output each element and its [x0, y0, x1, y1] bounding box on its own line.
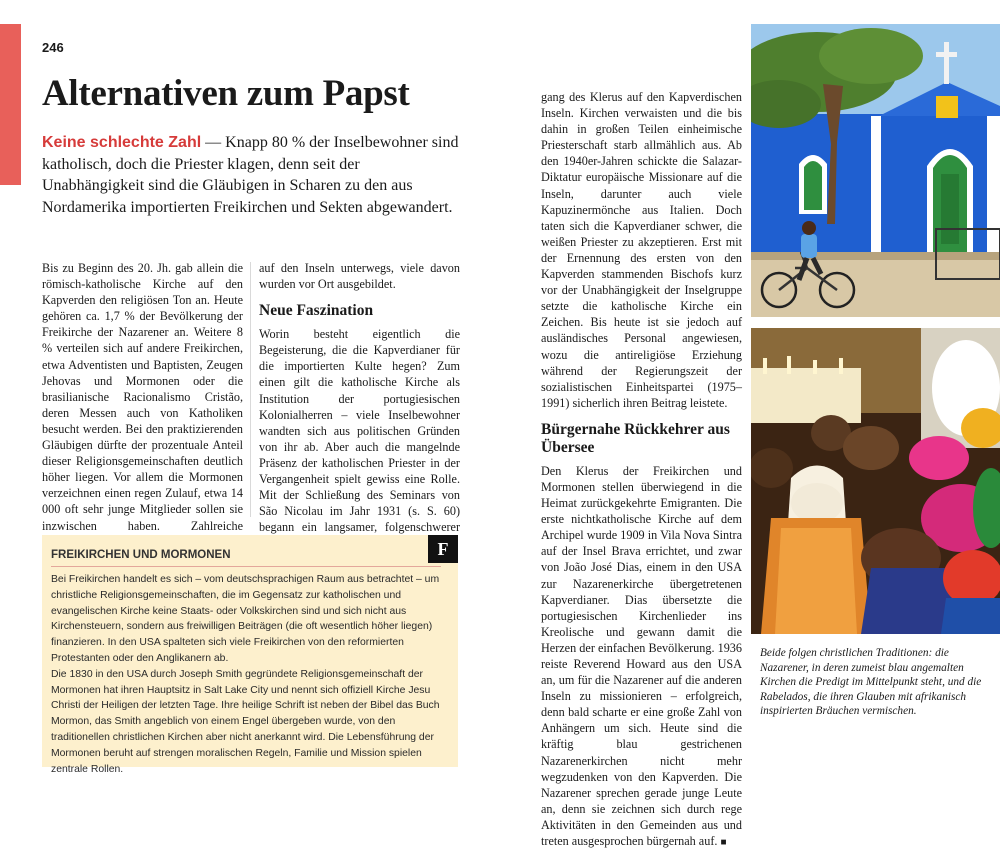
body-paragraph: Bis zu Beginn des 20. Jh. gab allein die römisch-katholische Kirche auf den Kapverden den religiösen Ton an. Heute gehören ca. 1,7 % der Bevölkerung der Freikirche der Nazarener an. Weitere 8 % verteilen sich auf andere Freikirchen, etwa Adventisten und Baptisten, Zeugen Jehovas und Mormonen oder die brasilianische Racionalismo Cristão, deren Messen auch von Katholiken besucht werden. Bei den praktizierenden Gläubigen dürfte der prozentuale Anteil dieser Religionsgemeinschaften deutlich höher liegen. Vor allem die Mormonen verzeichnen einen regen Zulauf, etwa 14 000 oft sehr junge Mitglieder sollen sie inzwischen haben. Zahlreiche [42, 261, 243, 533]
lead-text: — Knapp 80 % der Inselbewohner sind katholisch, doch die Priester klagen, denn seit der Unabhängigkeit sind die Gläubigen in Scharen zu den aus Nordamerika importierten Freikirchen und Sekten abgewandert. [42, 134, 459, 216]
column-2 [259, 260, 460, 552]
lead-highlight: Keine schlechte Zahl [42, 134, 202, 151]
end-of-article-icon: ■ [720, 837, 727, 849]
info-box [42, 535, 458, 775]
column-divider [250, 262, 251, 517]
section-heading-buergernahe-rueckkehrer: Bürgernahe Rückkehrer aus Übersee [541, 420, 730, 456]
info-box-title: FREIKIRCHEN UND MORMONEN [51, 549, 231, 561]
photo-blue-church [751, 24, 1000, 317]
body-paragraph: Worin besteht eigentlich die Begeisterung, die die Kapverdianer für die importierten Kulte hegen? Zum einen gilt die katholische Kirche als Institution der portugiesischen Kolonialherren – viele Inselbewohner wandten sich aus politischen Gründen von ihr ab. Aber auch die mangelnde Präsenz der katholischen Priester in der Vergangenheit spielt gewiss eine Rolle. Mit der Schließung des Seminars von São Nicolau im Jahr 1931 (s. S. 60) begann ein langsamer, folgenschwerer [259, 327, 460, 535]
column-3 [541, 89, 742, 851]
rabelados-illustration [751, 328, 1000, 634]
column-1 [42, 260, 243, 550]
photo-caption: Beide folgen christlichen Traditionen: die Nazarener, in deren zumeist blau angemalten Kirchen die Predigt im Mittelpunkt steht, und die Rabelados, die ihren Glauben mit afrikanisch inspirierten Bräuchen vermischen. [760, 647, 982, 718]
body-text: Den Klerus der Freikirchen und Mormonen stellen überwiegend in die Heimat zurückgekehrte Emigranten. Die erste nichtkatholische Kirche auf dem Archipel wurde 1909 in Vila Nova Sintra auf der Insel Brava errichtet, und zwar von João José Dias, einem in den USA zur Nazarenerkirche übergetretenen Kapverdianer. Dias übersetzte die portugiesischen Kirchenlieder ins Kreolische und gewann damit die Herzen der einfachen Bevölkerung. 1936 reiste Reverend Howard aus den USA an, um für die Nazarener auf die anderen Inseln zu missionieren – erfolgreich, denn bald scharte er eine große Zahl von Anhängern um sich. Heute sind die kräftig blau gestrichenen Nazarenerkirchen nicht mehr wegzudenken von den Kapverden. Die Nazarener sprechen gerade junge Leute an, denn sie zeichnen sich durch rege Aktivitäten in den Gemeinden aus und treten ausgesprochen bürgernah auf. [541, 463, 742, 849]
photo-rabelados-gathering [751, 328, 1000, 634]
info-box-paragraph: Die 1830 in den USA durch Joseph Smith gegründete Religionsgemeinschaft der Mormonen hat ihren Hauptsitz in Salt Lake City und nennt sich offiziell Kirche Jesu Christi der Heiligen der letzten Tage. Ihre heilige Schrift ist neben der Bibel das Buch Mormon, das Smith angeblich von einem Engel übergeben wurde, von den traditionellen christlichen Kirchen aber nicht anerkannt wird. Die Lebensführung der Mormonen beruht auf strengen moralischen Regeln, Familie und Mission spielen zentrale Rollen. [51, 668, 440, 775]
page-title: Alternativen zum Papst [42, 73, 410, 114]
info-box-body [51, 572, 453, 777]
blue-church-illustration [751, 24, 1000, 317]
section-heading-neue-faszination: Neue Faszination [259, 302, 374, 320]
intro-lead [42, 132, 462, 218]
info-box-paragraph: Bei Freikirchen handelt es sich – vom deutschsprachigen Raum aus betrachtet – um christliche Religionsgemeinschaften, die im Gegensatz zur katholischen und evangelischen Kirche keine Staats- oder Volkskirchen sind und sich nicht aus Kirchensteuern, sondern aus freiwilligen Beiträgen (die oft wesentlich höher liegen) finanzieren. In den USA spalteten sich viele Freikirchen von den reformierten Protestanten oder den Anglikanern ab. [51, 574, 440, 664]
body-paragraph: gang des Klerus auf den Kapverdischen Inseln. Kirchen verwaisten und die bis dahin in großen Teilen einheimische Priesterschaft starb allmählich aus. Ab den 1940er-Jahren schickte die Salazar-Diktatur europäische Missionare auf die Inseln, darunter auch viele Kapuzinermönche aus Italien. Doch taten sich die Kapverdianer schwer, die weißen Priester zu akzeptieren. Erst mit der Ernennung des ersten von den Kapverden stammenden Bischofs kurz vor der Unabhängigkeit der Inselgruppe setzte die katholische Kirche ein Zeichen. Bis heute ist sie jedoch auf ausländisches Personal angewiesen, wozu die antireligiöse Erziehung während der Regierungszeit der sozialistischen Einheitspartei (1975–1991) sicherlich ihren Beitrag leistete. [541, 90, 742, 410]
info-box-badge: F [428, 535, 458, 563]
body-paragraph: auf den Inseln unterwegs, viele davon wurden vor Ort ausgebildet. [259, 261, 460, 292]
info-box-divider [51, 566, 441, 567]
page-number: 246 [42, 40, 64, 55]
chapter-tab-marker [0, 24, 21, 185]
body-paragraph [541, 463, 742, 851]
